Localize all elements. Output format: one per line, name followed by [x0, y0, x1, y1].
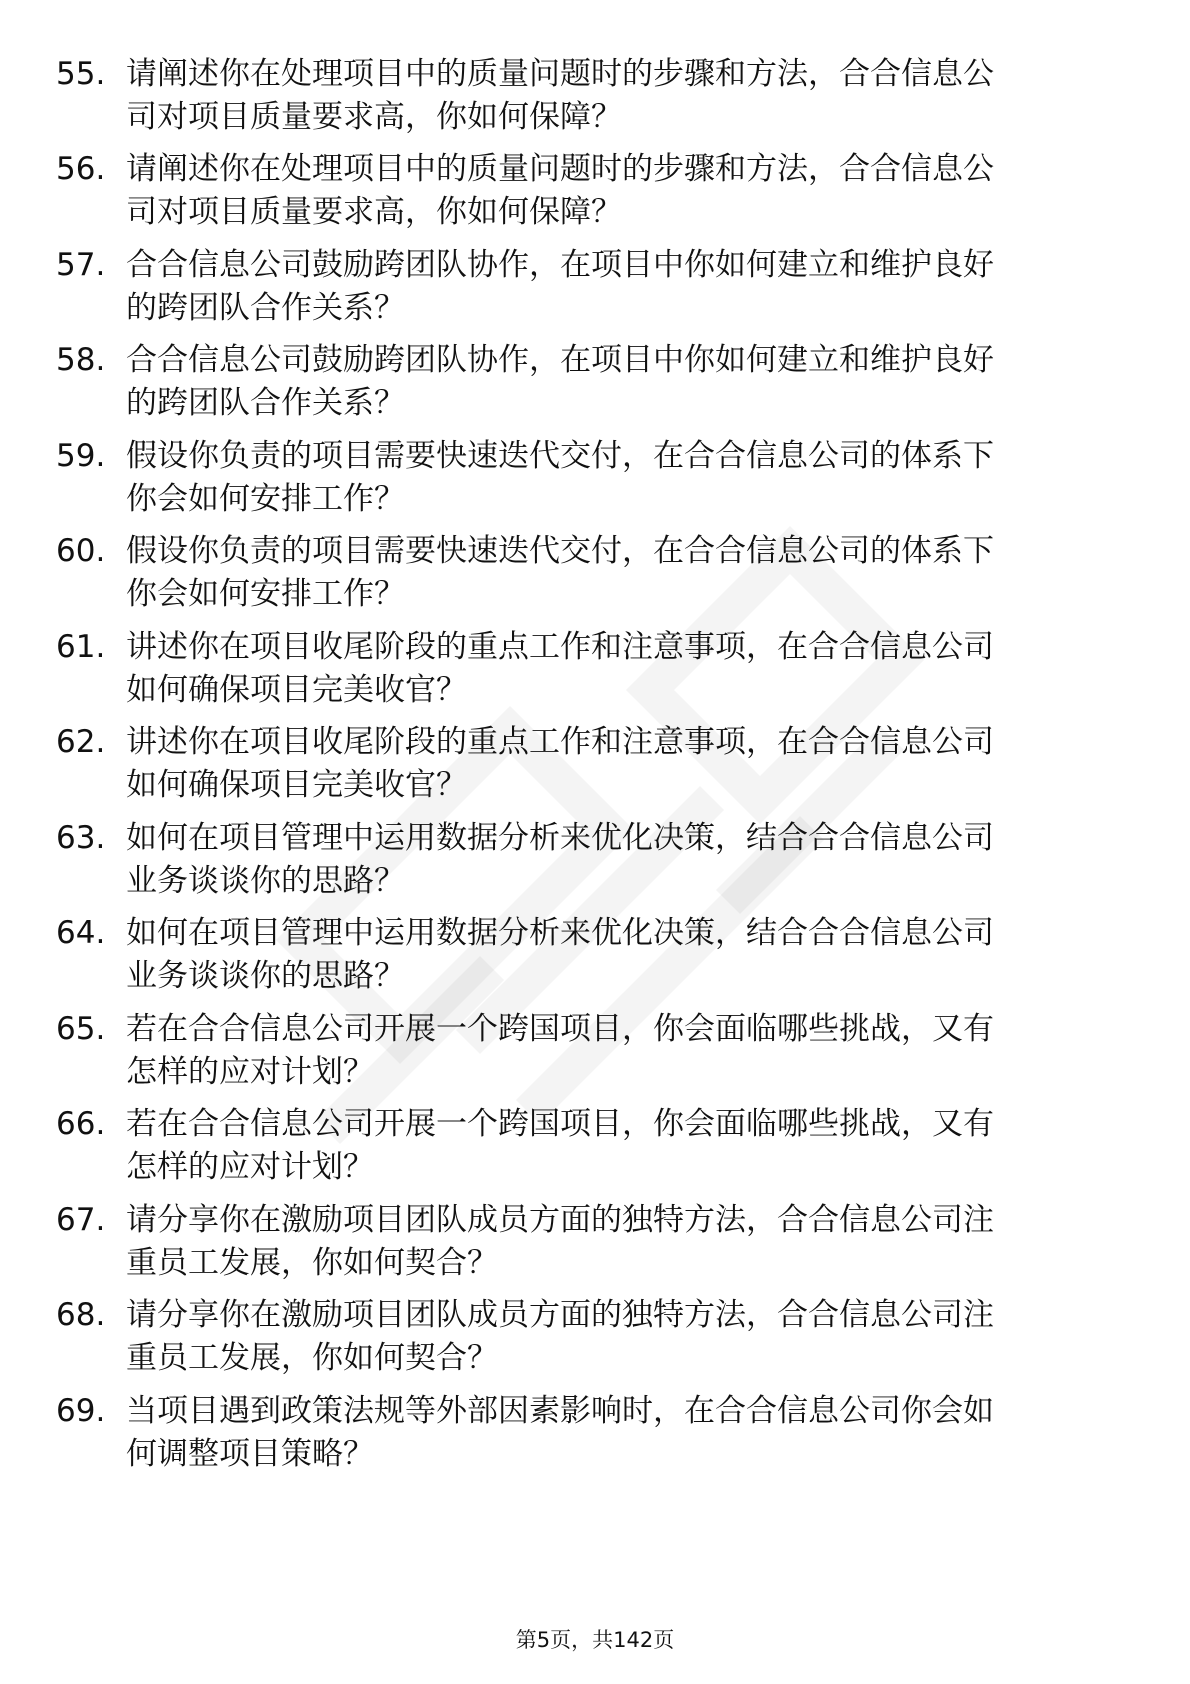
list-item	[56, 721, 1136, 811]
question-line: 合合信息公司鼓励跨团队协作，在项目中你如何建立和维护良好	[126, 247, 994, 283]
question-text	[126, 1199, 1126, 1285]
question-text	[126, 721, 1126, 807]
question-line: 的跨团队合作关系？	[126, 385, 405, 421]
list-item	[56, 1103, 1136, 1193]
list-item	[56, 148, 1136, 238]
question-number: 63.	[56, 820, 106, 856]
question-line: 讲述你在项目收尾阶段的重点工作和注意事项，在合合信息公司	[126, 629, 994, 665]
question-line: 业务谈谈你的思路？	[126, 958, 405, 994]
list-item	[56, 1199, 1136, 1289]
question-text	[126, 817, 1126, 903]
question-line: 假设你负责的项目需要快速迭代交付，在合合信息公司的体系下	[126, 438, 994, 474]
question-number: 61.	[56, 629, 106, 665]
question-text	[126, 1294, 1126, 1380]
question-text	[126, 435, 1126, 521]
list-item	[56, 1294, 1136, 1384]
list-item	[56, 1390, 1136, 1480]
question-number: 67.	[56, 1202, 106, 1238]
question-line: 怎样的应对计划？	[126, 1149, 374, 1185]
question-text	[126, 1390, 1126, 1476]
question-line: 请分享你在激励项目团队成员方面的独特方法，合合信息公司注	[126, 1297, 994, 1333]
question-line: 若在合合信息公司开展一个跨国项目，你会面临哪些挑战，又有	[126, 1106, 994, 1142]
question-line: 请分享你在激励项目团队成员方面的独特方法，合合信息公司注	[126, 1202, 994, 1238]
question-line: 怎样的应对计划？	[126, 1054, 374, 1090]
question-line: 如何在项目管理中运用数据分析来优化决策，结合合合信息公司	[126, 915, 994, 951]
question-line: 假设你负责的项目需要快速迭代交付，在合合信息公司的体系下	[126, 533, 994, 569]
question-number: 62.	[56, 724, 106, 760]
question-line: 请阐述你在处理项目中的质量问题时的步骤和方法，合合信息公	[126, 56, 994, 92]
question-text	[126, 244, 1126, 330]
question-number: 59.	[56, 438, 106, 474]
list-item	[56, 435, 1136, 525]
question-number: 68.	[56, 1297, 106, 1333]
list-item	[56, 244, 1136, 334]
question-line: 请阐述你在处理项目中的质量问题时的步骤和方法，合合信息公	[126, 151, 994, 187]
question-line: 司对项目质量要求高，你如何保障？	[126, 99, 622, 135]
question-line: 若在合合信息公司开展一个跨国项目，你会面临哪些挑战，又有	[126, 1011, 994, 1047]
question-number: 55.	[56, 56, 106, 92]
question-number: 57.	[56, 247, 106, 283]
question-line: 合合信息公司鼓励跨团队协作，在项目中你如何建立和维护良好	[126, 342, 994, 378]
list-item	[56, 530, 1136, 620]
question-text	[126, 53, 1126, 139]
question-text	[126, 530, 1126, 616]
question-number: 56.	[56, 151, 106, 187]
question-text	[126, 626, 1126, 712]
question-text	[126, 148, 1126, 234]
question-line: 讲述你在项目收尾阶段的重点工作和注意事项，在合合信息公司	[126, 724, 994, 760]
question-line: 你会如何安排工作？	[126, 576, 405, 612]
list-item	[56, 912, 1136, 1002]
question-number: 66.	[56, 1106, 106, 1142]
question-line: 如何在项目管理中运用数据分析来优化决策，结合合合信息公司	[126, 820, 994, 856]
question-number: 58.	[56, 342, 106, 378]
question-line: 业务谈谈你的思路？	[126, 863, 405, 899]
list-item	[56, 1008, 1136, 1098]
question-number: 65.	[56, 1011, 106, 1047]
question-line: 如何确保项目完美收官？	[126, 672, 467, 708]
list-item	[56, 817, 1136, 907]
list-item	[56, 53, 1136, 143]
question-line: 如何确保项目完美收官？	[126, 767, 467, 803]
question-line: 重员工发展，你如何契合？	[126, 1245, 498, 1281]
question-line: 你会如何安排工作？	[126, 481, 405, 517]
question-text	[126, 339, 1126, 425]
question-text	[126, 1008, 1126, 1094]
list-item	[56, 339, 1136, 429]
question-number: 60.	[56, 533, 106, 569]
question-line: 何调整项目策略？	[126, 1436, 374, 1472]
page-footer	[0, 1626, 1190, 1654]
page-number: 第5页，共142页	[515, 1628, 675, 1652]
question-text	[126, 912, 1126, 998]
question-line: 司对项目质量要求高，你如何保障？	[126, 194, 622, 230]
question-number: 64.	[56, 915, 106, 951]
question-line: 重员工发展，你如何契合？	[126, 1340, 498, 1376]
question-line: 的跨团队合作关系？	[126, 290, 405, 326]
list-item	[56, 626, 1136, 716]
question-line: 当项目遇到政策法规等外部因素影响时，在合合信息公司你会如	[126, 1393, 994, 1429]
question-number: 69.	[56, 1393, 106, 1429]
question-text	[126, 1103, 1126, 1189]
